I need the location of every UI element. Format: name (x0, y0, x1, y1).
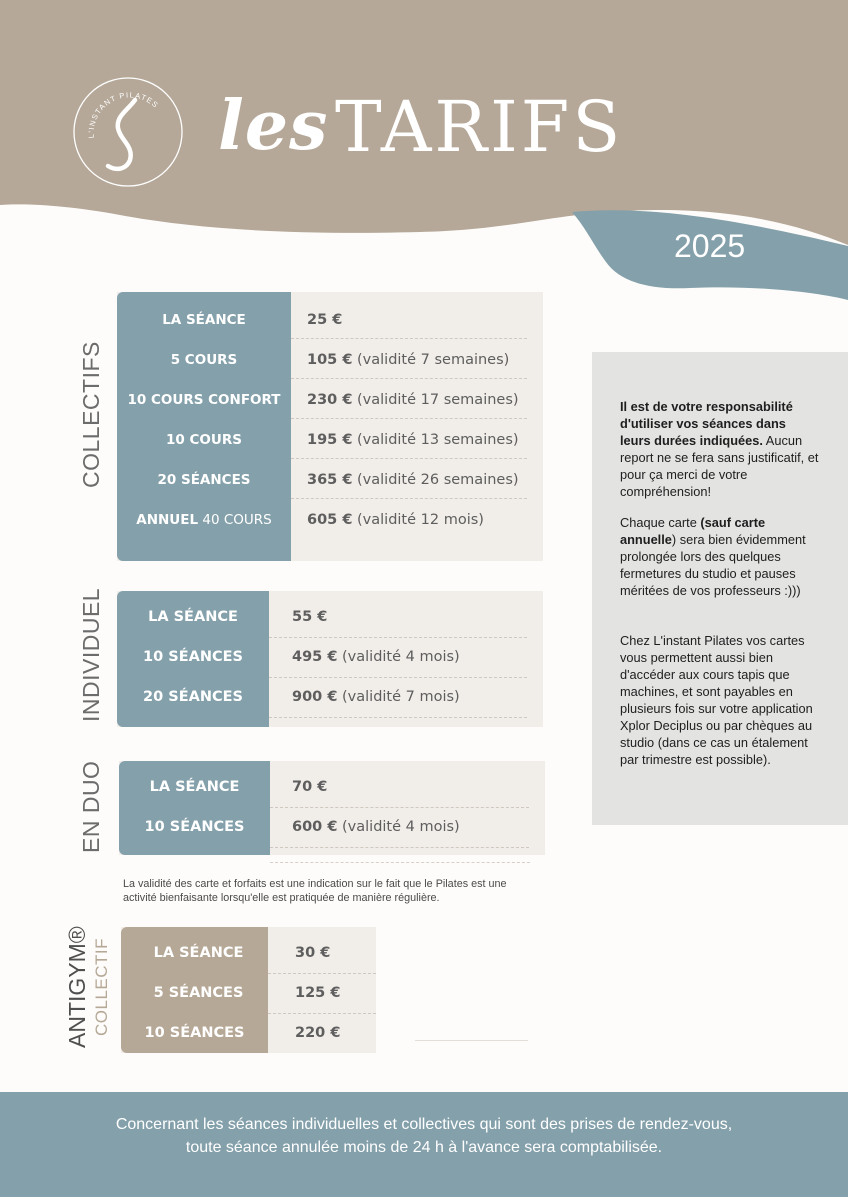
row-label-rest: 40 COURS (198, 512, 272, 528)
row-separator (291, 338, 527, 339)
table-row (117, 460, 543, 500)
row-price: 55 € (292, 609, 328, 625)
row-price: 70 € (292, 779, 328, 795)
row-value (295, 973, 340, 1013)
title-tarifs: TARIFS (335, 86, 624, 168)
info-extension-bold: (sauf carte annuelle (620, 515, 766, 547)
row-value (307, 340, 509, 380)
row-label: LA SÉANCE (148, 609, 238, 625)
section-label-collectifs: COLLECTIFS (78, 341, 104, 488)
table-row (117, 380, 543, 420)
info-extension-start: Chaque carte (620, 515, 701, 530)
row-validity: (validité 4 mois) (337, 819, 460, 835)
row-value (295, 933, 330, 973)
row-label: 10 SÉANCES (144, 819, 245, 835)
table-row (117, 420, 543, 460)
row-validity: (validité 17 semaines) (352, 392, 519, 408)
section-label-antigym: ANTIGYM® (64, 926, 90, 1048)
row-label: 20 SÉANCES (157, 472, 251, 488)
title-les: les (218, 86, 329, 166)
row-price: 365 € (307, 472, 353, 488)
row-label: 10 COURS CONFORT (127, 392, 281, 408)
row-label: LA SÉANCE (153, 945, 244, 961)
section-label-duo: EN DUO (78, 760, 104, 853)
antigym-side-separator (415, 1040, 528, 1041)
brand-logo (72, 76, 184, 188)
row-validity: (validité 13 semaines) (352, 432, 519, 448)
row-price: 600 € (292, 819, 338, 835)
row-value (307, 300, 342, 340)
footer-line-2: toute séance annulée moins de 24 h à l'avance sera comptabilisée. (185, 1139, 663, 1156)
table-collectifs (117, 292, 543, 561)
row-label: LA SÉANCE (162, 312, 246, 328)
info-paragraph-extension (620, 514, 820, 599)
table-duo (119, 761, 545, 855)
info-responsibility-bold: Il est de votre responsabilité d'utiliser vos séances dans leurs durées indiquées. (620, 399, 793, 448)
row-separator (269, 717, 527, 718)
table-row (117, 500, 543, 540)
row-price: 220 € (295, 1025, 341, 1041)
row-price: 195 € (307, 432, 353, 448)
row-value (307, 500, 484, 540)
row-price: 30 € (295, 945, 331, 961)
section-label-individuel: INDIVIDUEL (78, 587, 104, 722)
table-row (121, 933, 376, 973)
row-validity: (validité 4 mois) (337, 649, 460, 665)
row-price: 25 € (307, 312, 343, 328)
row-value (292, 807, 460, 847)
row-value (292, 597, 327, 637)
info-extension-rest: ) sera bien évidemment prolongée lors des quelques fermetures du studio et pauses méritées de vos professeurs :))) (620, 532, 806, 598)
row-value (307, 420, 519, 460)
row-label: LA SÉANCE (149, 779, 240, 795)
table-row (117, 677, 543, 717)
year-label: 2025 (674, 228, 746, 264)
table-individuel (117, 591, 543, 727)
row-value (292, 767, 327, 807)
row-label: 10 SÉANCES (143, 649, 243, 665)
row-price: 230 € (307, 392, 353, 408)
row-label: 5 SÉANCES (153, 985, 244, 1001)
table-row (117, 637, 543, 677)
row-price: 605 € (307, 512, 353, 528)
row-label (117, 500, 291, 540)
table-row (119, 807, 545, 847)
table-row (119, 767, 545, 807)
row-value (295, 1013, 340, 1053)
footer-banner (0, 1092, 848, 1197)
row-validity: (validité 26 semaines) (352, 472, 519, 488)
row-value (292, 637, 460, 677)
table-antigym (121, 927, 376, 1053)
row-separator (291, 378, 527, 379)
validity-note: La validité des carte et forfaits est une indication sur le fait que le Pilates est une activité bienfaisante lorsqu'elle est pratiquée de manière régulière. (123, 878, 507, 904)
row-value (292, 677, 460, 717)
row-price: 125 € (295, 985, 341, 1001)
table-row (117, 340, 543, 380)
row-label: 20 SÉANCES (143, 689, 243, 705)
row-validity: (validité 12 mois) (352, 512, 484, 528)
logo-text: L'INSTANT PILATES (86, 90, 161, 139)
row-validity: (validité 7 semaines) (352, 352, 510, 368)
duo-bottom-separator (270, 862, 530, 863)
row-separator (291, 418, 527, 419)
row-separator (291, 498, 527, 499)
table-row (121, 1013, 376, 1053)
info-paragraph-responsibility (620, 398, 820, 500)
table-row (117, 300, 543, 340)
row-label: 10 SÉANCES (144, 1025, 245, 1041)
row-validity: (validité 7 mois) (337, 689, 460, 705)
info-panel (592, 352, 848, 825)
table-row (117, 597, 543, 637)
row-value (307, 460, 519, 500)
row-separator (270, 847, 529, 848)
row-label: 5 COURS (170, 352, 238, 368)
info-paragraph-cards: Chez L'instant Pilates vos cartes vous permettent aussi bien d'accéder aux cours tapis que machines, et sont payables en plusieurs fois sur votre application Xplor Deciplus ou par chèques au studio (dans ce cas un étalement par trimestre est possible). (620, 633, 813, 767)
info-responsibility-rest: Aucun report ne se fera sans justificatif, et pour ça merci de votre compréhension! (620, 433, 819, 499)
row-value (307, 380, 519, 420)
row-label: 10 COURS (166, 432, 242, 448)
row-label-bold: ANNUEL (136, 512, 199, 528)
footer-line-1: Concernant les séances individuelles et collectives qui sont des prises de rendez-vous, (115, 1116, 733, 1133)
row-separator (291, 458, 527, 459)
row-price: 105 € (307, 352, 353, 368)
row-price: 900 € (292, 689, 338, 705)
section-sublabel-collectif: COLLECTIF (92, 937, 111, 1036)
table-row (121, 973, 376, 1013)
row-price: 495 € (292, 649, 338, 665)
